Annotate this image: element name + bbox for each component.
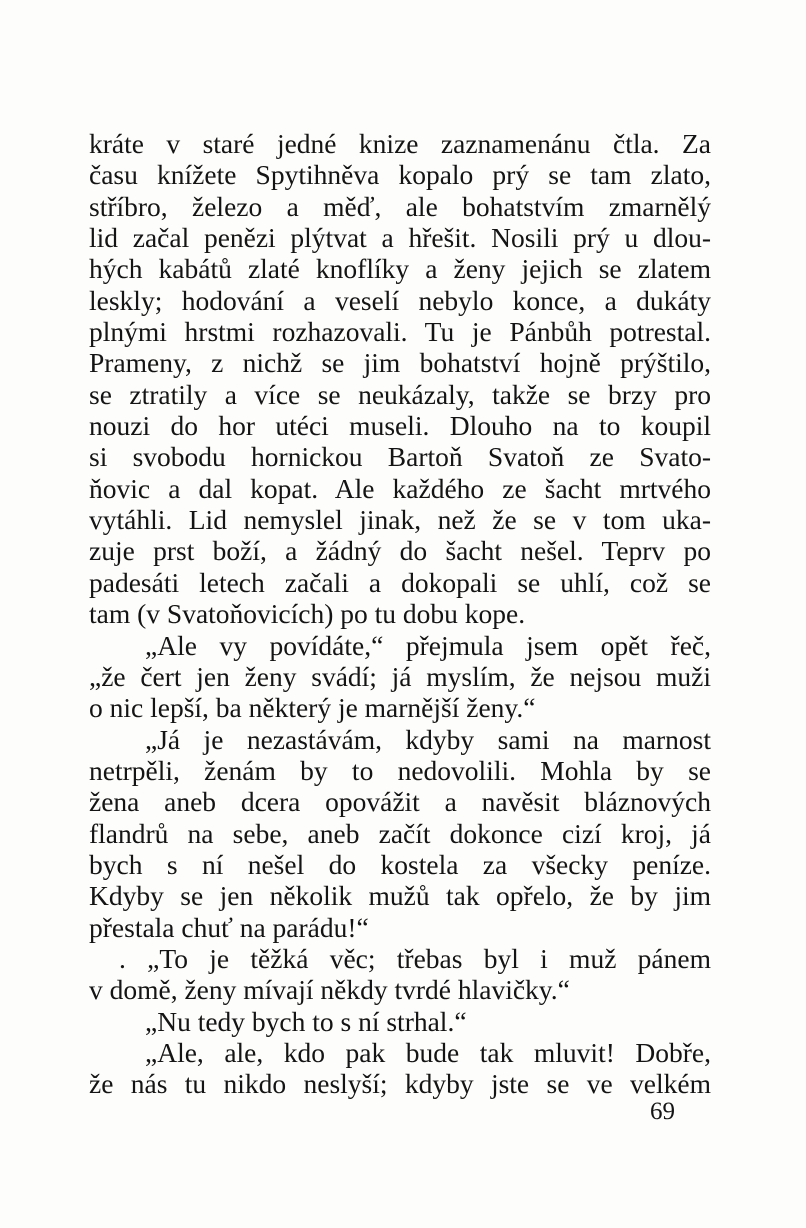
text-line: kráte v staré jedné knize zaznamenánu čtla. Za xyxy=(89,128,711,159)
text-line: se ztratily a více se neukázaly, takže se brzy pro xyxy=(89,378,711,410)
text-line: tam (v Svatoňovicích) po tu dobu kope. xyxy=(89,598,526,630)
text-line: lid začal penězi plýtvat a hřešit. Nosili prý u dlou- xyxy=(89,222,711,254)
text-line: „Ale vy povídáte,“ přejmula jsem opět řeč, xyxy=(145,629,711,661)
text-line: plnými hrstmi rozhazovali. Tu je Pánbůh potrestal. xyxy=(89,316,711,348)
text-line: leskly; hodování a veselí nebylo konce, a dukáty xyxy=(89,284,711,316)
text-line: bych s ní nešel do kostela za všecky peníze. xyxy=(89,848,711,880)
text-line: přestala chuť na parádu!“ xyxy=(89,911,369,943)
body-text xyxy=(89,128,711,1100)
text-line: „Ale, ale, kdo pak bude tak mluvit! Dobře, xyxy=(145,1036,711,1068)
text-line: netrpěli, ženám by to nedovolili. Mohla by se xyxy=(89,754,711,786)
text-line: zuje prst boží, a žádný do šacht nešel. Teprv po xyxy=(89,535,711,567)
text-line: vytáhli. Lid nemyslel jinak, než že se v tom uka- xyxy=(89,504,711,536)
text-line: o nic lepší, ba některý je marnější ženy.“ xyxy=(89,692,536,724)
text-line: „že čert jen ženy svádí; já myslím, že nejsou muži xyxy=(89,660,711,692)
text-line: že nás tu nikdo neslyší; kdyby jste se ve velkém xyxy=(89,1068,711,1100)
text-line: stříbro, železo a měď, ale bohatstvím zmarnělý xyxy=(89,190,711,222)
page-number: 69 xyxy=(650,1098,675,1125)
text-line: času knížete Spytihněva kopalo prý se tam zlato, xyxy=(89,159,711,191)
text-line: v domě, ženy mívají někdy tvrdé hlavičky.“ xyxy=(89,974,570,1006)
text-line: „Nu tedy bych to s ní strhal.“ xyxy=(145,1005,467,1037)
text-line: flandrů na sebe, aneb začít dokonce cizí kroj, já xyxy=(89,817,711,849)
text-line: ňovic a dal kopat. Ale každého ze šacht mrtvého xyxy=(89,472,711,504)
text-line: si svobodu hornickou Bartoň Svatoň ze Svato- xyxy=(89,441,711,473)
text-line: nouzi do hor utéci museli. Dlouho na to koupil xyxy=(89,410,711,442)
text-line: Kdyby se jen několik mužů tak opřelo, že by jim xyxy=(89,880,711,912)
text-line: žena aneb dcera opovážit a navěsit bláznových xyxy=(89,786,711,818)
text-line: hých kabátů zlaté knoflíky a ženy jejich se zlatem xyxy=(89,253,711,285)
text-line: Prameny, z nichž se jim bohatství hojně prýštilo, xyxy=(89,347,711,379)
text-line: . „To je těžká věc; třebas byl i muž pánem xyxy=(119,942,711,974)
text-line: „Já je nezastávám, kdyby sami na marnost xyxy=(145,723,711,755)
text-line: padesáti letech začali a dokopali se uhlí, což se xyxy=(89,566,711,598)
